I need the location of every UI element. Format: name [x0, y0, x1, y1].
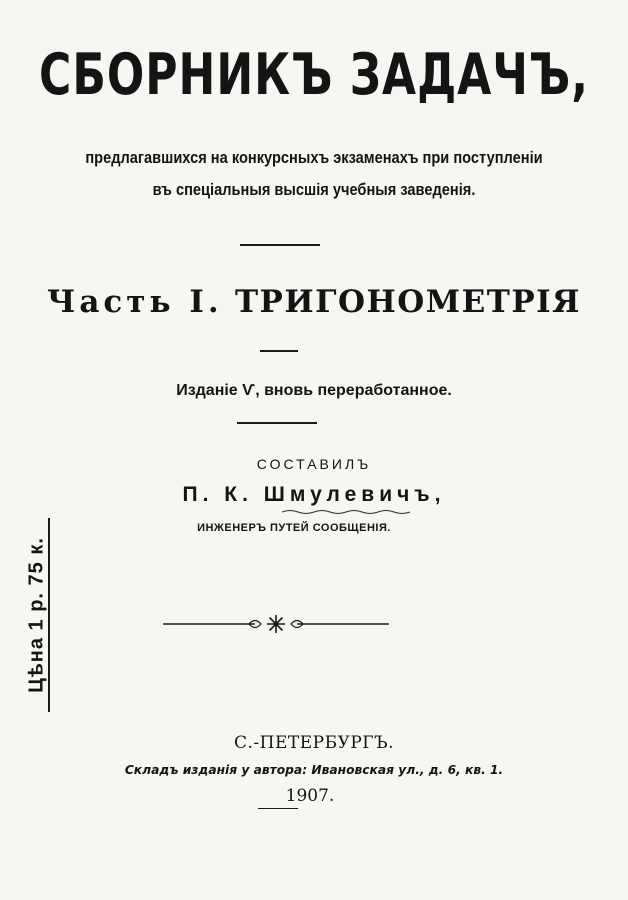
- ornament-divider: [163, 612, 389, 636]
- price-text: Цѣна 1 р. 75 к.: [25, 537, 48, 693]
- year-underline: [258, 808, 298, 809]
- book-title: СБОРНИКЪ ЗАДАЧЪ,: [39, 42, 589, 109]
- divider-3: [237, 422, 317, 424]
- author-occupation: ИНЖЕНЕРЪ ПУТЕЙ СООБЩЕНІЯ.: [197, 522, 391, 534]
- price-stamp: [22, 520, 52, 710]
- author-name: П. К. Шмулевичъ,: [182, 483, 446, 506]
- edition-note: Изданіе Ѵ, вновь переработанное.: [176, 382, 452, 399]
- part-title: ТРИГОНОМЕТРІЯ: [234, 284, 581, 320]
- divider-2: [260, 350, 298, 352]
- part-heading: [0, 284, 628, 320]
- subtitle-line-2: въ спеціальныя высшія учебныя заведенія.: [152, 180, 476, 199]
- part-label: Часть I.: [47, 284, 223, 320]
- divider-1: [240, 244, 320, 246]
- subtitle-line-1: предлагавшихся на конкурсныхъ экзаменахъ при поступленіи: [85, 148, 543, 167]
- publication-year: 1907.: [285, 786, 335, 806]
- publication-city: С.-ПЕТЕРБУРГЪ.: [234, 733, 394, 753]
- author-underline: [282, 508, 412, 516]
- publisher-address: Складъ изданія у автора: Ивановская ул., д. 6, кв. 1.: [124, 762, 504, 777]
- compiled-by-label: СОСТАВИЛЪ: [256, 456, 372, 472]
